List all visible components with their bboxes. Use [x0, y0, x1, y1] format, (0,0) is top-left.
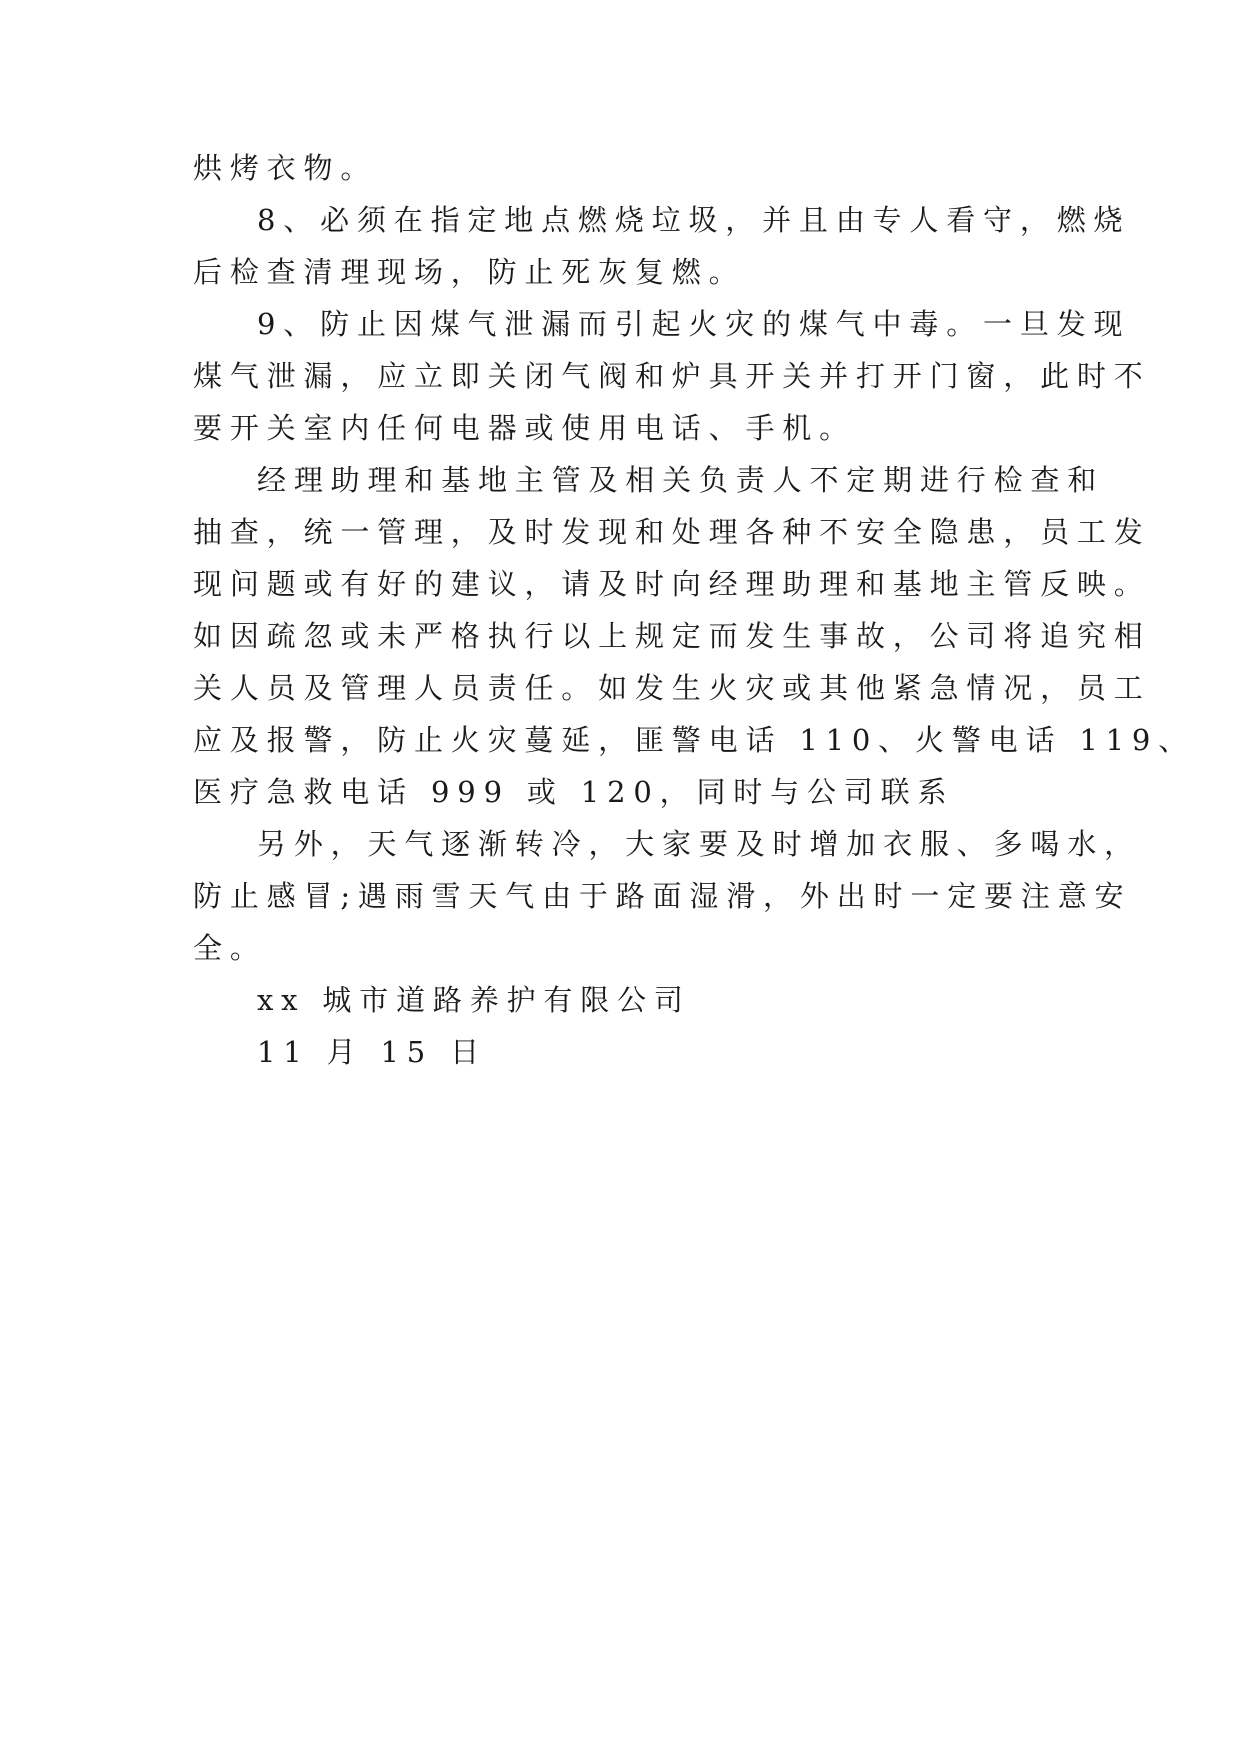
- document-date: 11 月 15 日: [257, 1035, 487, 1069]
- body-line: 应及报警，防止火灾蔓延，匪警电话 110、火警电话 119、: [193, 723, 1196, 757]
- body-line: 现问题或有好的建议，请及时向经理助理和基地主管反映。: [193, 567, 1151, 601]
- body-line: 要开关室内任何电器或使用电话、手机。: [193, 411, 856, 445]
- body-line: 关人员及管理人员责任。如发生火灾或其他紧急情况，员工: [193, 671, 1151, 705]
- body-line: 医疗急救电话 999 或 120，同时与公司联系: [193, 775, 955, 809]
- company-name: xx 城市道路养护有限公司: [257, 983, 691, 1017]
- weather-paragraph-line: 另外，天气逐渐转冷，大家要及时增加衣服、多喝水，: [257, 827, 1141, 861]
- rule-9-line: 9、防止因煤气泄漏而引起火灾的煤气中毒。一旦发现: [257, 307, 1131, 341]
- management-paragraph-line: 经理助理和基地主管及相关负责人不定期进行检查和: [257, 463, 1105, 497]
- body-line: 如因疏忽或未严格执行以上规定而发生事故，公司将追究相: [193, 619, 1151, 653]
- body-line: 后检查清理现场，防止死灰复燃。: [193, 255, 746, 289]
- body-line: 抽查，统一管理，及时发现和处理各种不安全隐患，员工发: [193, 515, 1151, 549]
- body-line: 煤气泄漏，应立即关闭气阀和炉具开关并打开门窗，此时不: [193, 359, 1151, 393]
- rule-8-line: 8、必须在指定地点燃烧垃圾，并且由专人看守，燃烧: [257, 203, 1131, 237]
- body-line: 防止感冒;遇雨雪天气由于路面湿滑，外出时一定要注意安: [193, 879, 1132, 913]
- body-line: 烘烤衣物。: [193, 151, 378, 185]
- body-line: 全。: [193, 931, 267, 965]
